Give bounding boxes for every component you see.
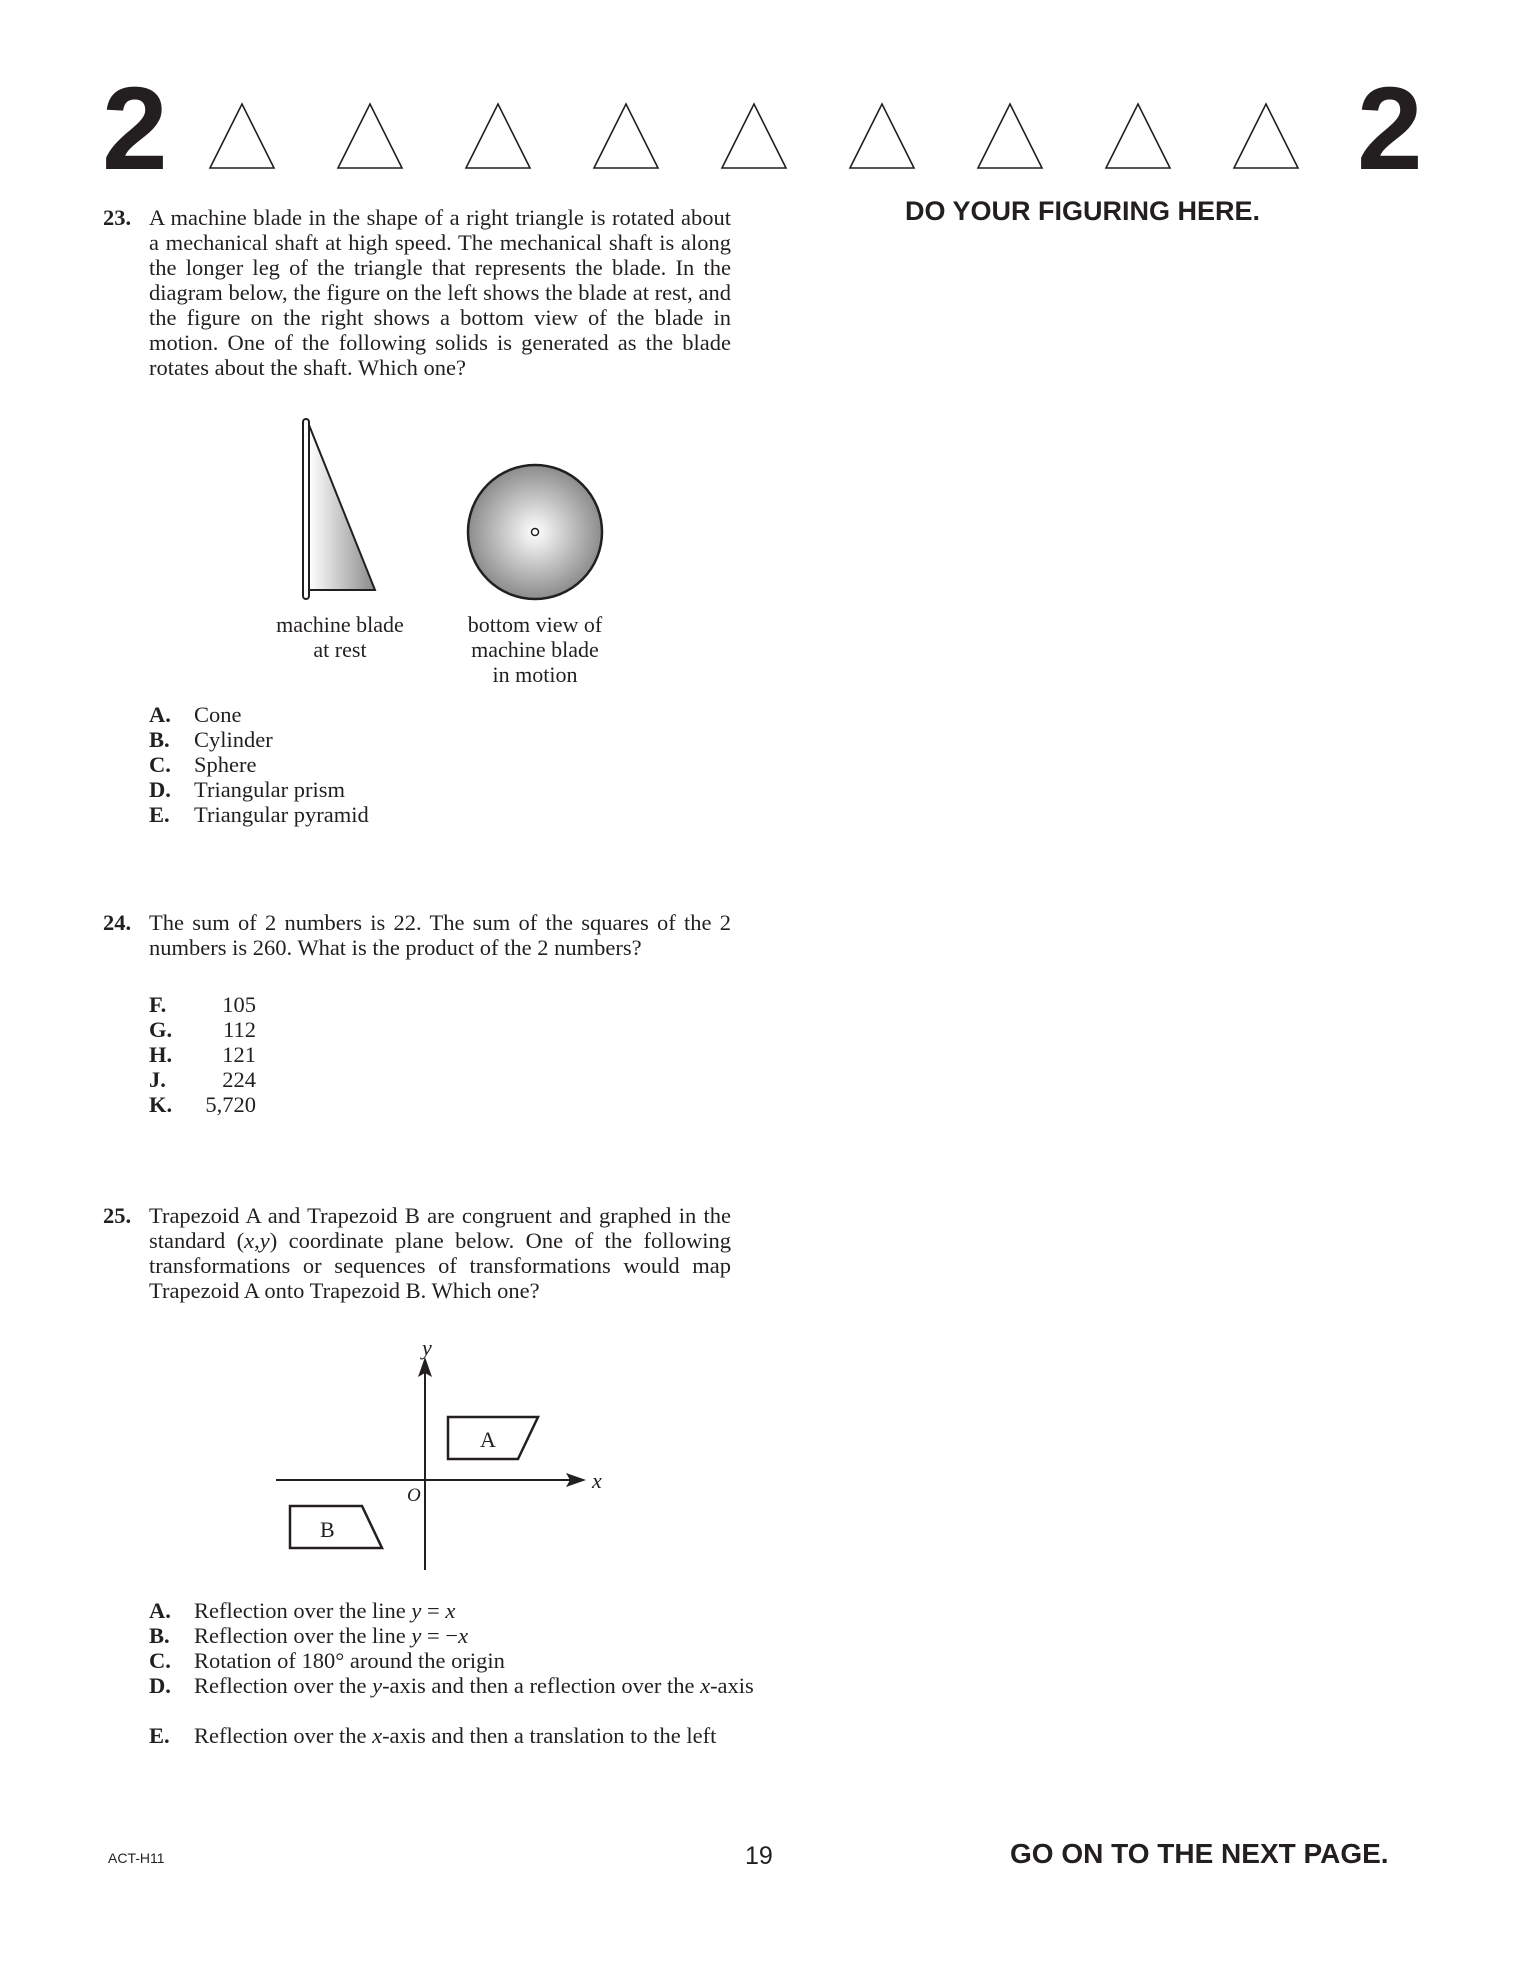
answer-choice[interactable]: B. Cylinder (149, 727, 273, 752)
triangle-icon (210, 104, 274, 168)
answer-choice[interactable]: A. Cone (149, 702, 242, 727)
triangle-icon (978, 104, 1042, 168)
blade-diagram (295, 415, 625, 610)
trapezoid-b-label: B (320, 1517, 335, 1542)
answer-choice[interactable]: C. Sphere (149, 752, 257, 777)
triangle-icon (466, 104, 530, 168)
blade-at-rest-figure (303, 419, 375, 599)
test-code: ACT-H11 (108, 1850, 165, 1866)
answer-choices-23 (149, 702, 749, 827)
triangle-icon (338, 104, 402, 168)
question-24 (103, 910, 731, 960)
answer-choice[interactable]: F. 105 (149, 992, 256, 1017)
answer-choice[interactable]: K. 5,720 (149, 1092, 256, 1117)
answer-choice[interactable]: E. Reflection over the x-axis and then a translation to the left (149, 1723, 717, 1748)
x-axis-label: x (592, 1468, 602, 1493)
answer-choice[interactable]: B. Reflection over the line y = −x (149, 1623, 469, 1648)
next-page-notice: GO ON TO THE NEXT PAGE. (1010, 1838, 1389, 1869)
answer-choice[interactable]: C. Rotation of 180° around the origin (149, 1648, 505, 1673)
figuring-label: DO YOUR FIGURING HERE. (905, 196, 1261, 226)
answer-choice[interactable]: A. Reflection over the line y = x (149, 1598, 456, 1623)
question-number: 23. (103, 205, 132, 230)
answer-choice[interactable]: E. Triangular pyramid (149, 802, 369, 827)
question-23 (103, 205, 731, 380)
triangle-row (195, 100, 1325, 172)
trapezoid-a-label: A (480, 1427, 496, 1452)
answer-choice[interactable]: J. 224 (149, 1067, 256, 1092)
question-text: The sum of 2 numbers is 22. The sum of the squares of the 2 numbers is 260. What is the product of the 2 numbers? (149, 910, 731, 960)
triangle-icon (1234, 104, 1298, 168)
triangle-icon (594, 104, 658, 168)
question-number: 25. (103, 1203, 132, 1228)
answer-choices-24 (149, 992, 449, 1117)
blade-in-motion-figure (468, 465, 602, 599)
question-text: A machine blade in the shape of a right triangle is rotated about a mechanical shaft at high speed. The mechanical shaft is along the longer leg of the triangle that represents the blade. In the diagram below, the figure on the left shows the blade at rest, and the figure on the right shows a bottom view of the blade in motion. One of the following solids is generated as the blade rotates about the shaft. Which one? (149, 205, 731, 380)
answer-choice[interactable]: G. 112 (149, 1017, 256, 1042)
page-header (0, 0, 1530, 200)
caption-bottom-view: bottom view of machine blade in motion (467, 612, 603, 687)
answer-choice[interactable]: H. 121 (149, 1042, 256, 1067)
origin-label: O (407, 1485, 421, 1506)
section-number-right: 2 (1357, 63, 1423, 195)
question-25 (103, 1203, 731, 1303)
coordinate-plane-graph (270, 1340, 610, 1590)
question-text: Trapezoid A and Trapezoid B are congruent and graphed in the standard (x,y) coordinate plane below. One of the following transformations or sequences of transformations would map Trapezoid A onto Trapezoid B. Which one? (149, 1203, 731, 1303)
answer-choices-25 (149, 1598, 781, 1773)
page-number: 19 (745, 1842, 773, 1870)
triangle-icon (1106, 104, 1170, 168)
triangle-icon (850, 104, 914, 168)
y-axis-label: y (422, 1340, 432, 1360)
triangle-icon (722, 104, 786, 168)
section-number-left: 2 (102, 63, 168, 195)
answer-choice[interactable]: D. Triangular prism (149, 777, 346, 802)
question-number: 24. (103, 910, 132, 935)
answer-choice[interactable]: D. Reflection over the y-axis and then a reflection over the x-axis (149, 1673, 754, 1698)
caption-blade-at-rest: machine blade at rest (276, 612, 404, 662)
trapezoid-b (290, 1506, 382, 1548)
